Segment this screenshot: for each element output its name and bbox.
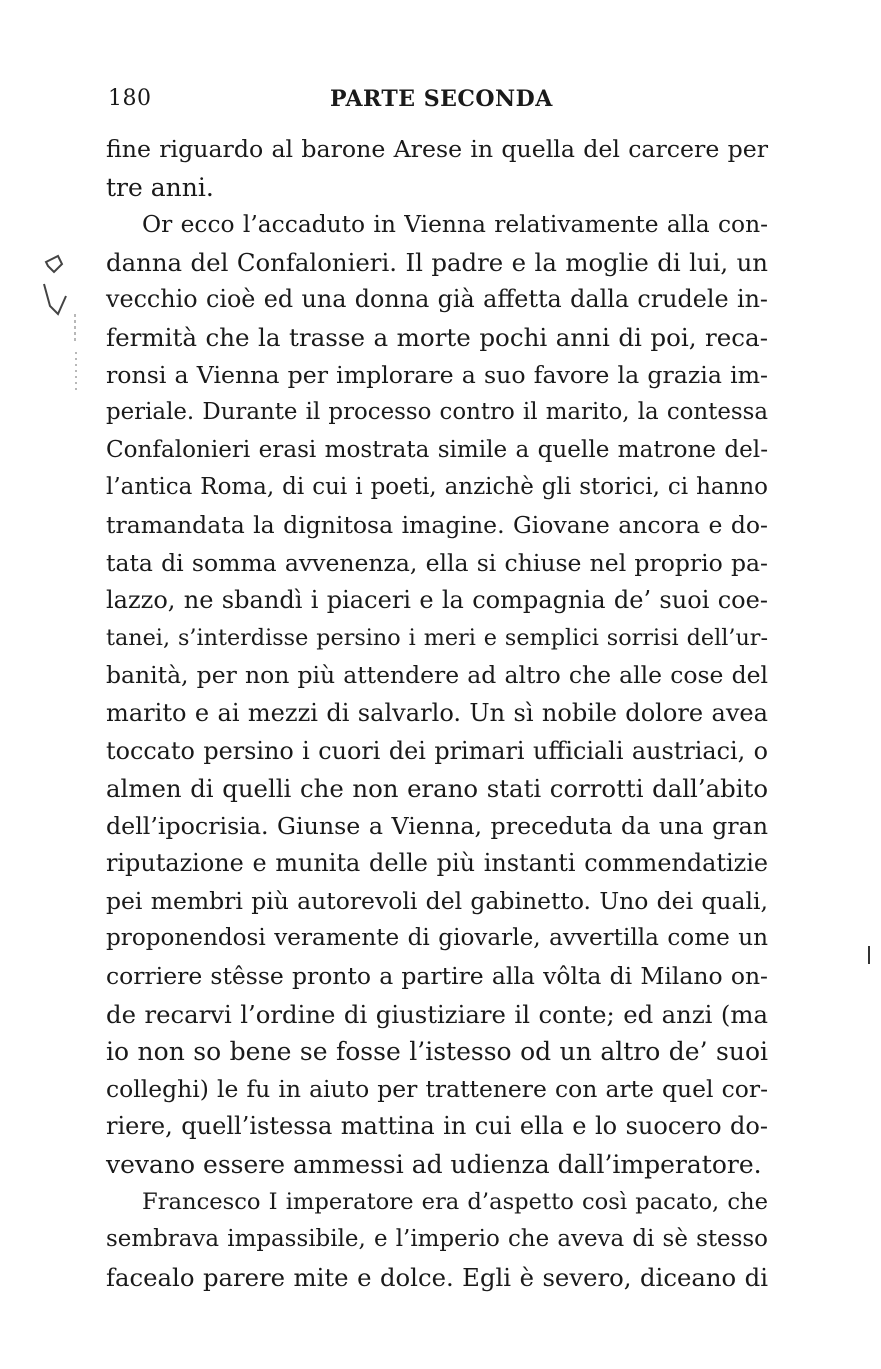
margin-annotation-mark: [40, 244, 84, 404]
text-line: toccato persino i cuori dei primari ufficiali austriaci, o: [106, 736, 768, 765]
text-line: Francesco I imperatore era d’aspetto così pacato, che: [142, 1188, 768, 1215]
text-line: banità, per non più attendere ad altro che alle cose del: [106, 661, 768, 690]
text-line: periale. Durante il processo contro il marito, la contessa: [106, 399, 768, 426]
edge-speck: [866, 944, 872, 966]
text-line: facealo parere mite e dolce. Egli è severo, diceano di: [106, 1262, 768, 1292]
text-line: riere, quell’istessa mattina in cui ella e lo suocero do-: [106, 1112, 768, 1141]
text-line: dell’ipocrisia. Giunse a Vienna, preceduta da una gran: [106, 811, 768, 840]
page-number: 180: [108, 86, 152, 111]
text-line: io non so bene se fosse l’istesso od un altro de’ suoi: [106, 1037, 768, 1067]
text-line: almen di quelli che non erano stati corrotti dall’abito: [106, 774, 768, 804]
text-line: l’antica Roma, di cui i poeti, anzichè gli storici, ci hanno: [106, 474, 768, 501]
text-line: lazzo, ne sbandì i piaceri e la compagnia de’ suoi coe-: [106, 586, 768, 615]
text-line: Confalonieri erasi mostrata simile a quelle matrone del-: [106, 436, 768, 463]
text-line: sembrava impassibile, e l’imperio che aveva di sè stesso: [106, 1226, 768, 1253]
text-line: pei membri più autorevoli del gabinetto. Uno dei quali,: [106, 886, 768, 915]
text-line: marito e ai mezzi di salvarlo. Un sì nobile dolore avea: [106, 698, 768, 727]
text-line: vecchio cioè ed una donna già affetta dalla crudele in-: [106, 285, 768, 314]
text-line: tramandata la dignitosa imagine. Giovane ancora e do-: [106, 510, 768, 539]
text-line: corriere stêsse pronto a partire alla vôlta di Milano on-: [106, 962, 768, 991]
text-line: de recarvi l’ordine di giustiziare il conte; ed anzi (ma: [106, 999, 768, 1029]
text-line: vevano essere ammessi ad udienza dall’imperatore.: [106, 1150, 762, 1180]
running-head: PARTE SECONDA: [330, 86, 553, 112]
text-line: tre anni.: [106, 172, 214, 202]
text-line: Or ecco l’accaduto in Vienna relativamente alla con-: [142, 210, 768, 239]
body-text: [106, 131, 768, 1296]
page-header: [106, 86, 766, 120]
text-line: tanei, s’interdisse persino i meri e semplici sorrisi dell’ur-: [106, 624, 768, 651]
text-line: fermità che la trasse a morte pochi anni di poi, reca-: [106, 322, 768, 352]
text-line: riputazione e munita delle più instanti commendatizie: [106, 849, 768, 878]
text-line: proponendosi veramente di giovarle, avvertilla come un: [106, 925, 768, 952]
text-line: tata di somma avvenenza, ella si chiuse nel proprio pa-: [106, 548, 768, 577]
text-line: colleghi) le fu in aiuto per trattenere con arte quel cor-: [106, 1074, 768, 1103]
text-line: fine riguardo al barone Arese in quella del carcere per: [106, 135, 768, 163]
text-line: danna del Confalonieri. Il padre e la moglie di lui, un: [106, 247, 768, 277]
text-line: ronsi a Vienna per implorare a suo favore la grazia im-: [106, 360, 768, 389]
